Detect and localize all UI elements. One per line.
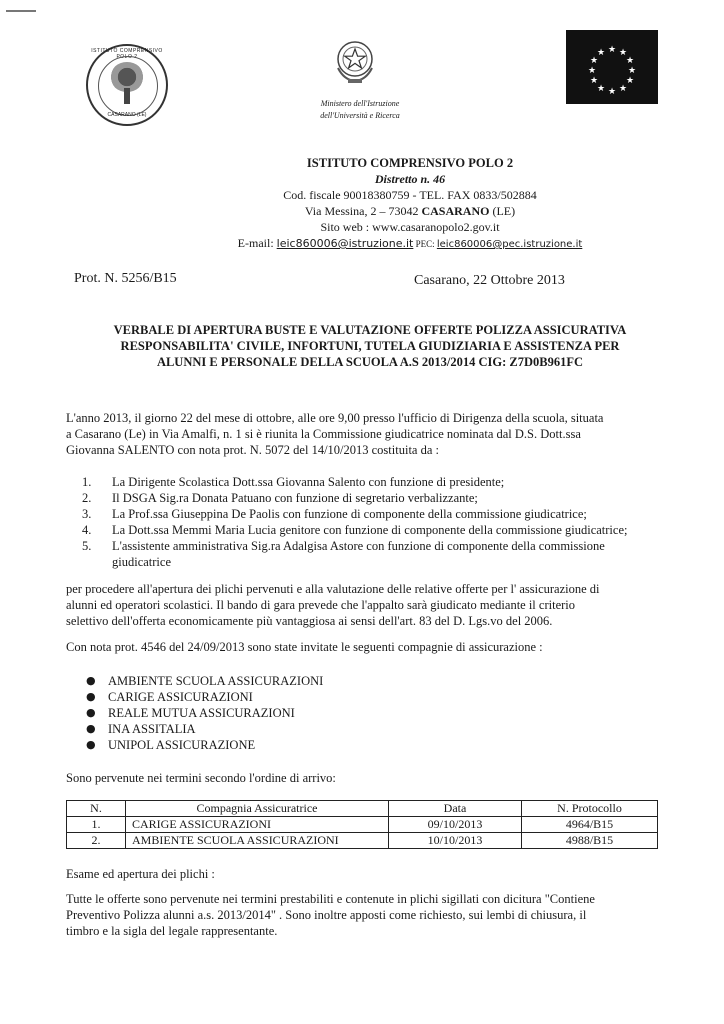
purpose-line-1: per procedere all'apertura dei plichi pervenuti e alla valutazione delle relative offerte per l' assicurazione di [66,582,600,596]
pec-label: PEC: [413,239,437,249]
list-item-text: La Dott.ssa Memmi Maria Lucia genitore con funzione di componente della commissione giudicatrice; [112,523,628,537]
list-item [82,490,662,506]
protocol-number: Prot. N. 5256/B15 [74,271,177,286]
bullet-icon: ● [86,690,96,703]
exam-heading: Esame ed apertura dei plichi : [66,867,215,881]
school-address [200,203,620,219]
closing-line-1: Tutte le offerte sono pervenute nei termini prestabiliti e contenute in plichi sigillati con dicitura "Contiene [66,892,595,906]
school-header [200,155,620,253]
company-name: CARIGE ASSICURAZIONI [108,690,253,704]
purpose-line-3: selettivo dell'offerta economicamente più vantaggiosa ai sensi dell'art. 83 del D. Lgs.vo del 2006. [66,614,553,628]
list-item-number: 5. [82,539,92,553]
bullet-icon: ● [86,738,96,751]
list-item-number: 3. [82,507,92,521]
email-link[interactable]: leic860006@istruzione.it [276,237,414,250]
ministry-line-1: Ministero dell'Istruzione [320,99,400,108]
list-item-text: L'assistente amministrativa Sig.ra Adalgisa Astore con funzione di componente della commissione giudicatrice [112,539,605,569]
cell-company: AMBIENTE SCUOLA ASSICURAZIONI [126,833,389,849]
svg-text:★: ★ [596,48,606,58]
svg-text:★: ★ [607,87,617,97]
list-item-number: 4. [82,523,92,537]
list-item-number: 1. [82,475,92,489]
title-line-1: VERBALE DI APERTURA BUSTE E VALUTAZIONE OFFERTE POLIZZA ASSICURATIVA [113,323,627,337]
school-website: Sito web : www.casaranopolo2.gov.it [320,220,500,234]
ministry-line-2: dell'Università e Ricerca [320,111,400,120]
list-item [82,474,662,490]
list-item [82,522,662,538]
school-seal-logo [86,44,168,126]
cell-date: 09/10/2013 [389,817,522,833]
closing-paragraph [66,891,666,939]
table-header-row [67,801,658,817]
column-header-company: Compagnia Assicuratrice [126,801,389,817]
intro-paragraph [66,410,666,458]
column-header-date: Data [389,801,522,817]
cell-company: CARIGE ASSICURAZIONI [126,817,389,833]
eu-flag-icon [566,30,658,104]
column-header-protocol: N. Protocollo [522,801,658,817]
cell-date: 10/10/2013 [389,833,522,849]
bullet-icon: ● [86,674,96,687]
scan-mark [6,10,36,12]
bullet-icon: ● [86,722,96,735]
intro-line-3: Giovanna SALENTO con nota prot. N. 5072 del 14/10/2013 costituita da : [66,443,439,457]
svg-text:★: ★ [627,66,637,76]
invited-intro: Con nota prot. 4546 del 24/09/2013 sono state invitate le seguenti compagnie di assicurazione : [66,640,543,654]
purpose-line-2: alunni ed operatori scolastici. Il bando di gara prevede che l'appalto sarà giudicato mediante il criterio [66,598,575,612]
svg-text:★: ★ [607,45,617,55]
company-name: UNIPOL ASSICURAZIONE [108,738,256,752]
svg-text:★: ★ [618,48,628,58]
list-item [82,506,662,522]
cell-number: 2. [67,833,126,849]
svg-text:★: ★ [589,56,599,66]
list-item-number: 2. [82,491,92,505]
document-date: Casarano, 22 Ottobre 2013 [414,273,565,288]
ministry-caption [290,98,430,122]
intro-line-1: L'anno 2013, il giorno 22 del mese di ottobre, alle ore 9,00 presso l'ufficio di Dirigenza della scuola, situata [66,411,604,425]
list-item [86,721,486,737]
cell-protocol: 4988/B15 [522,833,658,849]
document-title [80,322,660,370]
list-item [82,538,662,570]
pec-link[interactable]: leic860006@pec.istruzione.it [436,239,583,250]
email-label: E-mail: [237,236,277,250]
seal-ring-text: ISTITUTO COMPRENSIVO POLO 2 [91,48,163,60]
cell-protocol: 4964/B15 [522,817,658,833]
arrival-intro: Sono pervenute nei termini secondo l'ordine di arrivo: [66,771,336,785]
bullet-icon: ● [86,706,96,719]
companies-list [86,673,486,753]
table-row [67,817,658,833]
table-row [67,833,658,849]
commission-list [82,474,662,570]
list-item-text: La Prof.ssa Giuseppina De Paolis con funzione di componente della commissione giudicatrice; [112,507,587,521]
svg-text:★: ★ [618,84,628,94]
school-fiscal-info: Cod. fiscale 90018380759 - TEL. FAX 0833/502884 [283,188,537,202]
offers-table [66,800,658,849]
address-city: CASARANO [421,204,490,218]
intro-line-2: a Casarano (Le) in Via Amalfi, n. 1 si è riunita la Commissione giudicatrice nominata dal D.S. Dott.ssa [66,427,581,441]
company-name: INA ASSITALIA [108,722,196,736]
seal-bottom-text: CASARANO (LE) [107,112,147,118]
list-item-text: La Dirigente Scolastica Dott.ssa Giovanna Salento con funzione di presidente; [112,475,505,489]
list-item [86,689,486,705]
address-province: (LE) [489,204,516,218]
list-item [86,737,486,753]
svg-text:★: ★ [625,56,635,66]
title-line-2: RESPONSABILITA' CIVILE, INFORTUNI, TUTELA GIUDIZIARIA E ASSISTENZA PER [120,339,620,353]
purpose-paragraph [66,581,666,629]
column-header-number: N. [67,801,126,817]
title-line-3: ALUNNI E PERSONALE DELLA SCUOLA A.S 2013/2014 CIG: Z7D0B961FC [156,355,584,369]
svg-text:★: ★ [589,76,599,86]
svg-text:★: ★ [596,84,606,94]
company-name: AMBIENTE SCUOLA ASSICURAZIONI [108,674,324,688]
list-item-text: Il DSGA Sig.ra Donata Patuano con funzione di segretario verbalizzante; [112,491,478,505]
address-street: Via Messina, 2 – 73042 [304,204,422,218]
svg-text:★: ★ [625,76,635,86]
school-district: Distretto n. 46 [374,172,446,186]
list-item [86,705,486,721]
italian-republic-emblem-icon [332,36,378,86]
cell-number: 1. [67,817,126,833]
school-email-line [200,235,620,253]
school-name: ISTITUTO COMPRENSIVO POLO 2 [306,156,514,170]
svg-text:★: ★ [587,66,597,76]
list-item [86,673,486,689]
company-name: REALE MUTUA ASSICURAZIONI [108,706,295,720]
closing-line-3: timbro e la sigla del legale rappresentante. [66,924,278,938]
closing-line-2: Preventivo Polizza alunni a.s. 2013/2014" . Sono inoltre apposti come richiesto, sui lembi di chiusura, il [66,908,587,922]
